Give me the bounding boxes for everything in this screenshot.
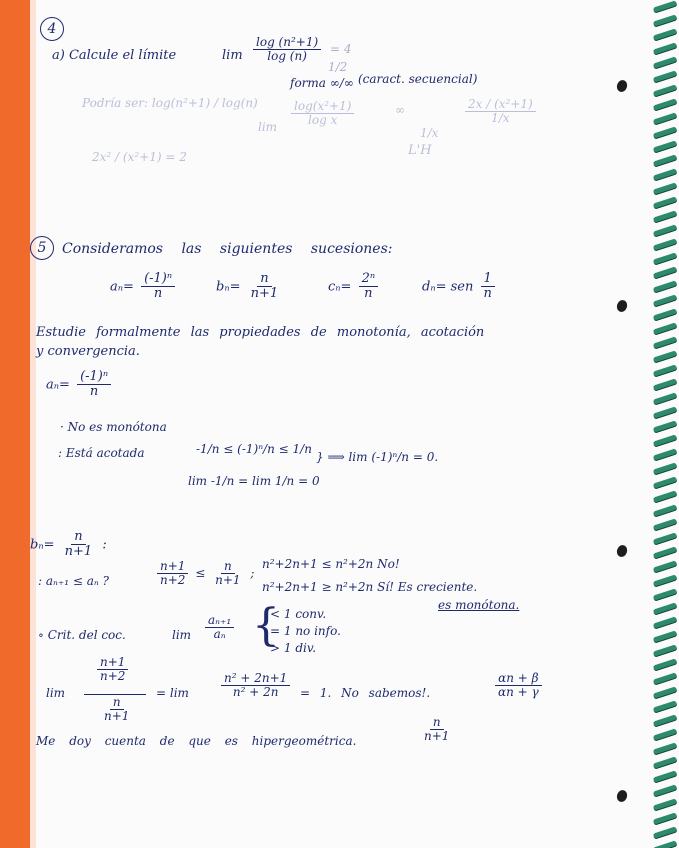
seq-c-num: 2ⁿ xyxy=(359,272,379,287)
a-def-num: (-1)ⁿ xyxy=(77,370,111,385)
spiral-coil xyxy=(653,70,677,82)
spiral-coil xyxy=(653,798,677,810)
b-question-ineq xyxy=(154,560,254,587)
b-ineq-no: n²+2n+1 ≤ n²+2n No! xyxy=(262,557,400,571)
exercise-5-intro: Consideramos las siguientes sucesiones: xyxy=(62,241,393,257)
exercise-4-faint-tiny: 1/x xyxy=(420,126,439,140)
b-hyper-den: αn + γ xyxy=(498,685,539,700)
b-final-den: n+1 xyxy=(424,729,450,744)
exercise-4a-note-form: forma ∞/∞ xyxy=(290,76,354,90)
spiral-coil xyxy=(653,462,677,474)
b-hypergeometric-form xyxy=(492,672,545,699)
binder-hole xyxy=(615,789,629,804)
seq-d-den: n xyxy=(483,286,492,302)
b-lim-top xyxy=(94,656,131,683)
spiral-coil xyxy=(653,434,677,446)
spiral-coil xyxy=(653,308,677,320)
b-lim-frac-den: n² + 2n xyxy=(232,685,279,700)
binder-hole xyxy=(615,299,629,314)
b-final-frac xyxy=(418,716,455,743)
spiral-coil xyxy=(653,364,677,376)
spiral-coil xyxy=(653,336,677,348)
b-ratio-case2: = 1 no info. xyxy=(270,624,341,638)
seq-c-name: cₙ= xyxy=(328,279,352,295)
b-q-semi: ; xyxy=(250,566,255,581)
exercise-4a-note-char: (caract. secuencial) xyxy=(358,72,478,86)
exercise-4-faint-frac2-den: 1/x xyxy=(491,111,510,126)
spiral-coil xyxy=(653,686,677,698)
b-lim-top-num: n+1 xyxy=(97,656,128,670)
seq-a-den: n xyxy=(153,286,163,302)
b-q-frac1-den: n+2 xyxy=(160,573,186,588)
spiral-coil xyxy=(653,714,677,726)
spiral-coil xyxy=(653,658,677,670)
b-lim-frac xyxy=(218,672,293,699)
seq-c-den: n xyxy=(364,286,373,302)
b-lim-eq: = lim xyxy=(156,686,189,700)
spiral-coil xyxy=(653,406,677,418)
spiral-coil xyxy=(653,112,677,124)
seq-d-def xyxy=(422,272,498,302)
b-ratio-num: aₙ₊₁ xyxy=(205,614,234,628)
spiral-coil xyxy=(653,98,677,110)
binder-hole xyxy=(615,79,629,94)
exercise-4a-lim: lim xyxy=(222,48,243,63)
b-final-num: n xyxy=(430,716,444,730)
spiral-coil xyxy=(653,14,677,26)
b-ratio-den: aₙ xyxy=(213,627,226,642)
b-def-den: n+1 xyxy=(64,544,93,560)
seq-d-name: dₙ= sen xyxy=(422,279,474,295)
spiral-coil xyxy=(653,672,677,684)
spiral-coil xyxy=(653,742,677,754)
exercise-4-faint-row2: 2x² / (x²+1) = 2 xyxy=(92,150,187,164)
spiral-coil xyxy=(653,392,677,404)
b-lim-result: = 1. No sabemos!. xyxy=(300,686,431,700)
spiral-coil xyxy=(653,140,677,152)
spiral-coil xyxy=(653,42,677,54)
spiral-coil xyxy=(653,378,677,390)
spiral-coil xyxy=(653,210,677,222)
spiral-coil xyxy=(653,252,677,264)
exercise-4a-eq: = 4 xyxy=(330,42,352,56)
exercise-4-faint-frac2-num: 2x / (x²+1) xyxy=(465,98,536,112)
seq-a-num: (-1)ⁿ xyxy=(141,272,175,287)
exercise-4-faint-frac1 xyxy=(288,100,357,127)
b-ineq-yes: n²+2n+1 ≥ n²+2n Sí! Es creciente. xyxy=(262,580,478,594)
page-edge-shade xyxy=(30,0,36,848)
spiral-coil xyxy=(653,0,677,12)
spiral-coil xyxy=(653,784,677,796)
spiral-coil xyxy=(653,448,677,460)
seq-a-def xyxy=(110,272,178,302)
b-def-name: bₙ= xyxy=(30,537,55,553)
b-def-num: n xyxy=(71,530,85,545)
b-question: : aₙ₊₁ ≤ aₙ ? xyxy=(38,574,109,588)
page-edge-orange xyxy=(0,0,30,848)
b-ratio-lim: lim xyxy=(172,628,192,642)
seq-b-name: bₙ= xyxy=(216,279,241,295)
a-bounded-lims: lim -1/n = lim 1/n = 0 xyxy=(188,474,320,488)
b-ratio-brace: { xyxy=(252,600,280,651)
exercise-4-number: 4 xyxy=(40,17,64,41)
spiral-coil xyxy=(653,518,677,530)
seq-c-def xyxy=(328,272,381,302)
spiral-coil xyxy=(653,574,677,586)
exercise-4-faint-frac1-num: log(x²+1) xyxy=(291,100,354,114)
b-lim-frac-num: n² + 2n+1 xyxy=(221,672,290,686)
b-lim-bot-num: n xyxy=(110,696,124,710)
exercise-4a-text: a) Calcule el límite xyxy=(52,48,177,63)
seq-b-den: n+1 xyxy=(250,286,279,302)
spiral-coil xyxy=(653,700,677,712)
a-section-def xyxy=(46,370,114,400)
spiral-coil xyxy=(653,126,677,138)
b-monotone: es monótona. xyxy=(438,598,520,612)
spiral-coil xyxy=(653,154,677,166)
spiral-coil xyxy=(653,644,677,656)
b-q-frac1-num: n+1 xyxy=(157,560,188,574)
exercise-4a-fraction xyxy=(250,36,324,63)
exercise-4a-half: 1/2 xyxy=(328,60,348,74)
a-def-den: n xyxy=(89,384,99,400)
binder-hole xyxy=(615,544,629,559)
spiral-coil xyxy=(653,630,677,642)
spiral-coil xyxy=(653,350,677,362)
spiral-coil xyxy=(653,546,677,558)
spiral-coil xyxy=(653,182,677,194)
spiral-coil xyxy=(653,84,677,96)
exercise-4-faint-frac1-den: log x xyxy=(308,113,338,128)
a-def-name: aₙ= xyxy=(46,377,70,393)
b-ratio-criterion: ∘ Crit. del coc. xyxy=(38,628,126,642)
spiral-coil xyxy=(653,224,677,236)
b-def-colon: : xyxy=(102,537,107,553)
spiral-coil xyxy=(653,490,677,502)
exercise-4-faint-lim: lim xyxy=(258,120,278,134)
exercise-5-task-line2: y convergencia. xyxy=(36,344,140,359)
b-ratio-frac xyxy=(202,614,237,641)
b-lim-word: lim xyxy=(46,686,66,700)
b-lim-bot-den: n+1 xyxy=(104,709,130,724)
spiral-coil xyxy=(653,476,677,488)
exercise-4-faint-frac2 xyxy=(462,98,539,125)
spiral-coil xyxy=(653,616,677,628)
spiral-coil xyxy=(653,826,677,838)
exercise-4-faint-lh: L'H xyxy=(408,143,432,158)
b-lim-top-den: n+2 xyxy=(100,669,126,684)
a-not-monotone: · No es monótona xyxy=(60,420,167,434)
exercise-4a-frac-num: log (n²+1) xyxy=(253,36,321,50)
spiral-coil xyxy=(653,560,677,572)
exercise-5-task-line1: Estudie formalmente las propiedades de monotonía, acotación xyxy=(36,325,485,340)
spiral-coil xyxy=(653,168,677,180)
a-bounded-impl: } ⟹ lim (-1)ⁿ/n = 0. xyxy=(316,450,439,464)
spiral-coil xyxy=(653,770,677,782)
b-section-def xyxy=(30,530,107,560)
spiral-coil xyxy=(653,840,677,848)
spiral-coil xyxy=(653,504,677,516)
b-q-le: ≤ xyxy=(195,566,206,581)
b-ratio-case1: < 1 conv. xyxy=(270,607,327,621)
spiral-coil xyxy=(653,322,677,334)
spiral-binding xyxy=(647,0,679,848)
exercise-4-faint-inf: ∞ xyxy=(395,103,405,117)
spiral-coil xyxy=(653,266,677,278)
seq-b-def xyxy=(216,272,284,302)
a-bounded: : Está acotada xyxy=(58,446,145,460)
b-q-frac2-num: n xyxy=(221,560,235,574)
b-lim-bottom xyxy=(98,696,135,723)
spiral-coil xyxy=(653,756,677,768)
spiral-coil xyxy=(653,196,677,208)
b-ratio-case3: > 1 div. xyxy=(270,641,317,655)
spiral-coil xyxy=(653,28,677,40)
spiral-coil xyxy=(653,294,677,306)
exercise-5-number: 5 xyxy=(30,236,54,260)
seq-b-num: n xyxy=(257,272,271,287)
spiral-coil xyxy=(653,728,677,740)
b-hyper-num: αn + β xyxy=(495,672,541,686)
spiral-coil xyxy=(653,532,677,544)
a-bounded-ineq: -1/n ≤ (-1)ⁿ/n ≤ 1/n xyxy=(196,442,312,456)
spiral-coil xyxy=(653,602,677,614)
seq-d-num: 1 xyxy=(481,272,495,287)
seq-a-name: aₙ= xyxy=(110,279,134,295)
spiral-coil xyxy=(653,812,677,824)
spiral-coil xyxy=(653,56,677,68)
exercise-4a-frac-den: log (n) xyxy=(267,49,307,64)
exercise-4-faint-row1: Podría ser: log(n²+1) / log(n) xyxy=(82,96,258,110)
spiral-coil xyxy=(653,280,677,292)
b-final-note: Me doy cuenta de que es hipergeométrica. xyxy=(36,734,357,748)
spiral-coil xyxy=(653,420,677,432)
spiral-coil xyxy=(653,238,677,250)
spiral-coil xyxy=(653,588,677,600)
b-q-frac2-den: n+1 xyxy=(215,573,241,588)
